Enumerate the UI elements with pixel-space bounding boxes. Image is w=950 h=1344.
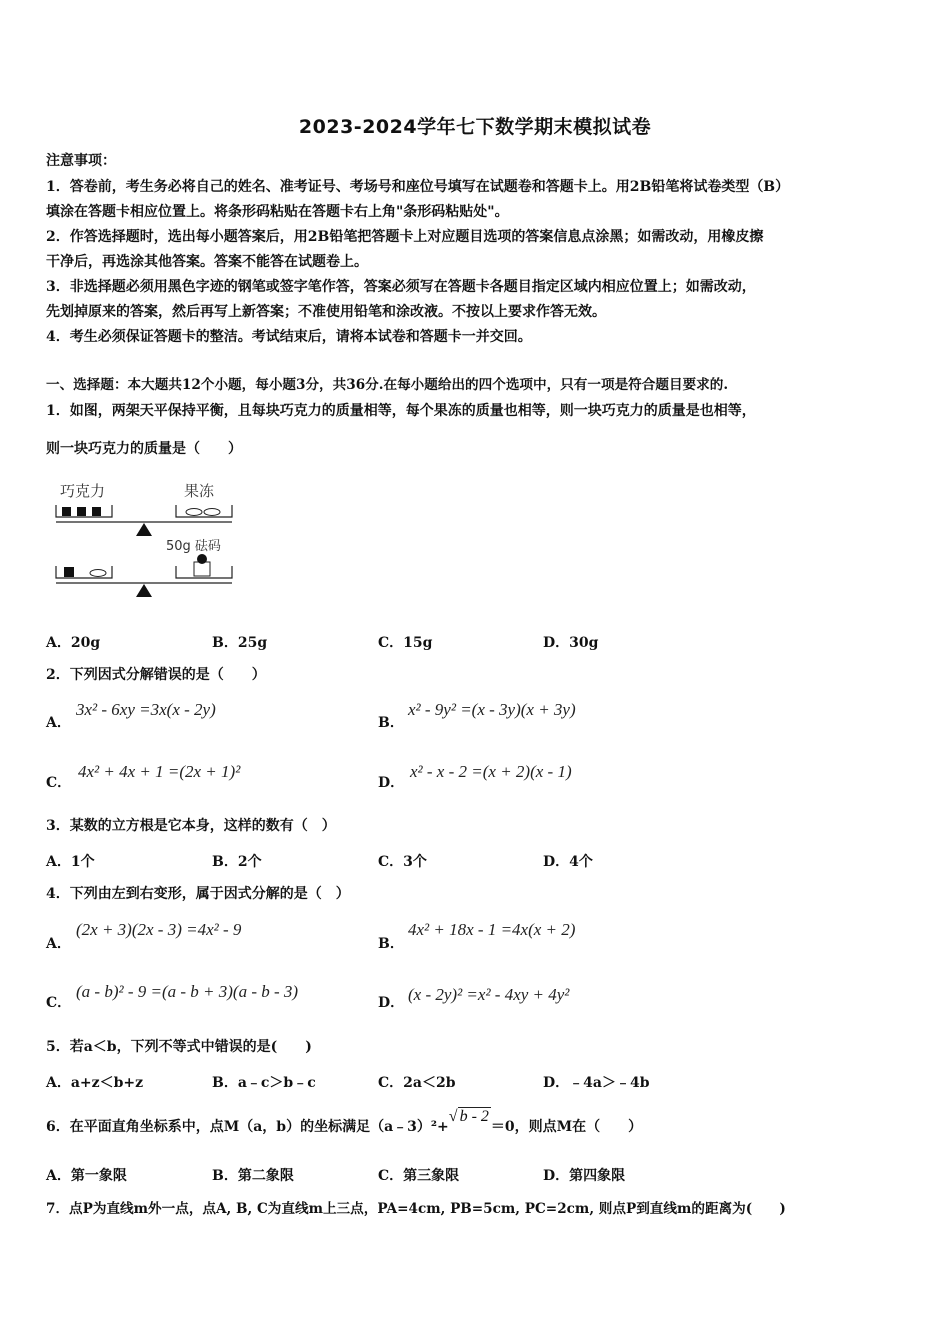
q3-option-d: D．4个 xyxy=(543,854,593,870)
jelly-icon xyxy=(204,509,220,516)
lower-balance xyxy=(56,554,232,597)
question-4-stem: 4．下列由左到右变形，属于因式分解的是（ ） xyxy=(46,886,350,902)
balance-diagram xyxy=(50,478,250,608)
q6-option-c: C．第三象限 xyxy=(378,1168,460,1184)
q4-option-b-math: 4x² + 18x - 1 =4x(x + 2) xyxy=(408,920,576,939)
notes-line: 3．非选择题必须用黑色字迹的钢笔或签字笔作答，答案必须写在答题卡各题目指定区域内相应位置上；如需改动， xyxy=(46,279,756,295)
jelly-label: 果冻 xyxy=(184,482,215,500)
q4-option-d-label: D． xyxy=(378,995,405,1011)
q3-option-a: A．1个 xyxy=(46,854,95,870)
chocolate-icon xyxy=(77,507,86,516)
q6-sqrt: √ b - 2 xyxy=(448,1108,489,1125)
jelly-icon xyxy=(186,509,202,516)
question-2-stem: 2．下列因式分解错误的是（ ） xyxy=(46,667,266,683)
q4-option-a-label: A． xyxy=(46,936,71,952)
balance-scale-svg xyxy=(50,478,250,608)
q5-option-b: B．a﹣c＞b﹣c xyxy=(212,1075,316,1091)
q1-option-a: A．20g xyxy=(46,635,101,651)
notes-line: 2．作答选择题时，选出每小题答案后，用2B铅笔把答题卡上对应题目选项的答案信息点涂黑；如需改动，用橡皮擦 xyxy=(46,229,764,245)
q5-option-a: A．a+z＜b+z xyxy=(46,1075,144,1091)
section-heading: 一、选择题：本大题共12个小题，每小题3分，共36分.在每小题给出的四个选项中，只有一项是符合题目要求的. xyxy=(46,377,729,393)
q4-option-c-math: (a - b)² - 9 =(a - b + 3)(a - b - 3) xyxy=(76,982,299,1001)
q5-option-d: D．﹣4a＞﹣4b xyxy=(543,1075,650,1091)
q6-stem-pre: 6．在平面直角坐标系中，点M（a，b）的坐标满足（a﹣3）²+ xyxy=(46,1119,449,1135)
notes-line: 先划掉原来的答案，然后再写上新答案；不准使用铅笔和涂改液。不按以上要求作答无效。 xyxy=(46,304,606,320)
q6-option-b: B．第二象限 xyxy=(212,1168,294,1184)
q6-option-a: A．第一象限 xyxy=(46,1168,127,1184)
q1-option-d: D．30g xyxy=(543,635,599,651)
q2-option-d-math: x² - x - 2 =(x + 2)(x - 1) xyxy=(410,762,572,781)
weight-label: 50g 砝码 xyxy=(166,539,221,554)
question-1-stem: 1．如图，两架天平保持平衡，且每块巧克力的质量相等，每个果冻的质量也相等，则一块巧克力的质量是也相等， xyxy=(46,403,756,419)
q6-sqrt-radicand: b - 2 xyxy=(459,1108,489,1125)
notes-line: 1．答卷前，考生务必将自己的姓名、准考证号、考场号和座位号填写在试题卷和答题卡上。用2B铅笔将试卷类型（B） xyxy=(46,179,790,195)
q6-option-d: D．第四象限 xyxy=(543,1168,626,1184)
q2-option-a-label: A． xyxy=(46,715,71,731)
q4-option-d-math: (x - 2y)² =x² - 4xy + 4y² xyxy=(408,985,570,1004)
chocolate-icon xyxy=(62,507,71,516)
chocolate-label: 巧克力 xyxy=(60,482,106,500)
chocolate-icon xyxy=(92,507,101,516)
notes-line: 填涂在答题卡相应位置上。将条形码粘贴在答题卡右上角"条形码粘贴处"。 xyxy=(46,204,509,220)
q2-option-c-label: C． xyxy=(46,775,72,791)
q2-option-b-math: x² - 9y² =(x - 3y)(x + 3y) xyxy=(408,700,576,719)
q4-option-c-label: C． xyxy=(46,995,72,1011)
q6-stem-post: ＝0，则点M在（ ） xyxy=(490,1119,643,1135)
question-5-stem: 5．若a＜b，下列不等式中错误的是( ) xyxy=(46,1039,312,1055)
q1-option-b: B．25g xyxy=(212,635,268,651)
q4-option-a-math: (2x + 3)(2x - 3) =4x² - 9 xyxy=(76,920,242,939)
notes-line: 干净后，再选涂其他答案。答案不能答在试题卷上。 xyxy=(46,254,368,270)
notes-line: 4．考生必须保证答题卡的整洁。考试结束后，请将本试卷和答题卡一并交回。 xyxy=(46,329,532,345)
question-3-stem: 3．某数的立方根是它本身，这样的数有（ ） xyxy=(46,818,336,834)
question-1-stem-cont: 则一块巧克力的质量是（ ） xyxy=(46,441,242,457)
weight-icon xyxy=(194,562,210,576)
question-7-stem: 7．点P为直线m外一点，点A, B, C为直线m上三点，PA=4cm, PB=5cm, PC=2cm, 则点P到直线m的距离为( ) xyxy=(46,1201,786,1217)
q2-option-c-math: 4x² + 4x + 1 =(2x + 1)² xyxy=(78,762,241,781)
jelly-icon xyxy=(90,570,106,577)
q1-option-c: C．15g xyxy=(378,635,433,651)
q2-option-b-label: B． xyxy=(378,715,404,731)
q4-option-b-label: B． xyxy=(378,936,404,952)
q2-option-d-label: D． xyxy=(378,775,405,791)
q3-option-c: C．3个 xyxy=(378,854,427,870)
question-6-stem xyxy=(46,1108,643,1136)
q2-option-a-math: 3x² - 6xy =3x(x - 2y) xyxy=(76,700,216,719)
q3-option-b: B．2个 xyxy=(212,854,262,870)
chocolate-icon xyxy=(64,567,74,577)
notes-heading: 注意事项： xyxy=(46,153,116,169)
page-title: 2023-2024学年七下数学期末模拟试卷 xyxy=(298,116,652,138)
upper-balance xyxy=(56,505,232,536)
q5-option-c: C．2a＜2b xyxy=(378,1075,456,1091)
